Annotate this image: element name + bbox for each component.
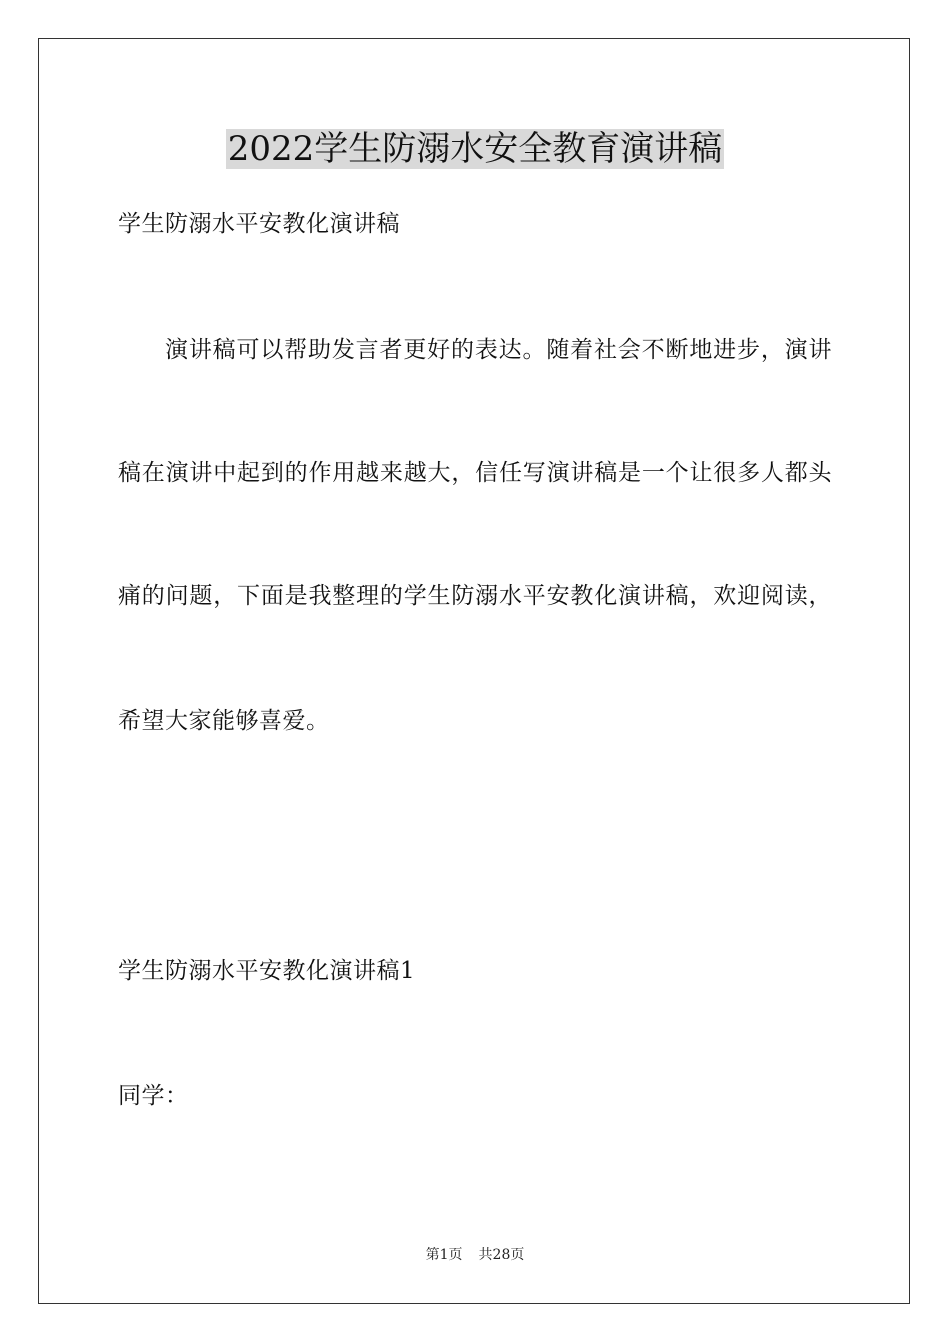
page-total: 共28页 — [478, 1247, 525, 1263]
intro-line-1: 演讲稿可以帮助发言者更好的表达。随着社会不断地进步，演讲 — [165, 337, 832, 363]
page-footer — [0, 1245, 950, 1265]
salutation: 同学： — [118, 1083, 189, 1109]
section-heading: 学生防溺水平安教化演讲稿1 — [118, 958, 416, 984]
document-subtitle: 学生防溺水平安教化演讲稿 — [118, 211, 400, 237]
document-title — [0, 127, 950, 171]
intro-line-2: 稿在演讲中起到的作用越来越大，信任写演讲稿是一个让很多人都头 — [118, 460, 832, 486]
page-number: 第1页 — [425, 1247, 463, 1263]
document-title-text: 2022学生防溺水安全教育演讲稿 — [227, 129, 723, 169]
intro-line-4: 希望大家能够喜爱。 — [118, 708, 330, 734]
intro-line-3: 痛的问题，下面是我整理的学生防溺水平安教化演讲稿，欢迎阅读， — [118, 583, 832, 609]
